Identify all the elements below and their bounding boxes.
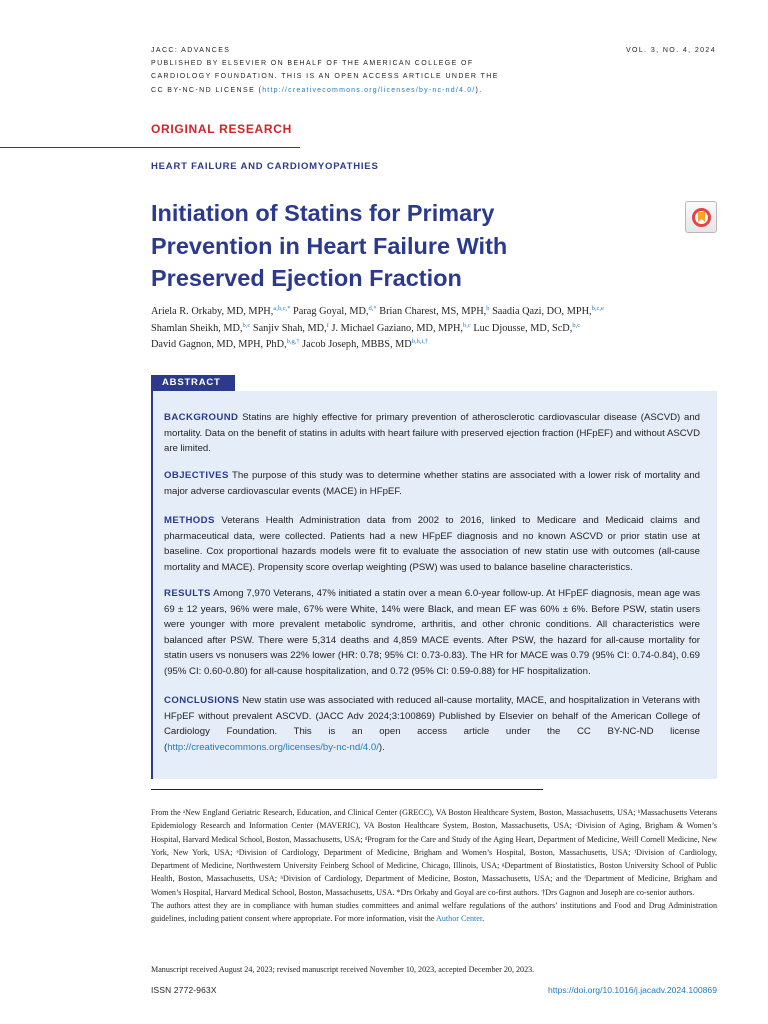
author-affil[interactable]: b,c bbox=[242, 321, 251, 329]
author-affil[interactable]: b,c bbox=[572, 321, 581, 329]
abstract-label: ABSTRACT bbox=[151, 375, 235, 391]
conclusions-license-link[interactable]: http://creativecommons.org/licenses/by-nc-nd/4.0/ bbox=[167, 741, 379, 753]
author-name: J. Michael Gaziano, MD, MPH, bbox=[331, 322, 463, 334]
affiliations-text: From the ᵃNew England Geriatric Research, Education, and Clinical Center (GRECC), VA Boston Healthcare System, Boston, Massachusetts, USA; ᵇMassachusetts Veterans Epidemiology Research and Information Center (MAVERIC), VA Boston Healthcare System, Boston, Massachusetts, USA; ᶜDivision of Aging, Brigham & Women’s Hospital, Harvard Medical School, Boston, Massachusetts, USA; ᵈProgram for the Care and Study of the Aging Heart, Department of Medicine, Weill Cornell Medicine, New York, New York, USA; ᵉDivision of Cardiology, Department of Medicine, Brigham and Women’s Hospital, Boston, Massachusetts, USA; ᶠDivision of Cardiology, Department of Medicine, Northwestern University Feinberg School of Medicine, Chicago, Illinois, USA; ᵍDepartment of Biostatistics, Boston University School of Public Health, Boston, Massachusetts, USA; ʰDivision of Cardiology, Department of Medicine, Boston, Massachusetts, USA; and the ⁱDepartment of Medicine, Brigham and Women’s Hospital, Harvard Medical School, Boston, Massachusetts, USA. *Drs Orkaby and Goyal are co-first authors. †Drs Gagnon and Joseph are co-senior authors. bbox=[151, 808, 717, 897]
compliance-text: The authors attest they are in compliance with human studies committees and animal welfare regulations of the authors’ institutions and Food and Drug Administration guidelines, including patient consent where appropriate. For more information, visit the bbox=[151, 901, 717, 924]
abstract-background bbox=[164, 410, 700, 457]
license-line bbox=[151, 84, 511, 97]
methods-heading: METHODS bbox=[164, 515, 215, 526]
author-name: David Gagnon, MD, MPH, PhD, bbox=[151, 339, 287, 350]
author bbox=[302, 339, 428, 350]
author-center-link[interactable]: Author Center bbox=[436, 914, 483, 924]
author-name: Brian Charest, MS, MPH, bbox=[379, 306, 487, 317]
article-title: Initiation of Statins for Primary Prevention in Heart Failure With Preserved Ejection Fraction bbox=[151, 200, 508, 291]
abstract-objectives bbox=[164, 468, 700, 499]
check-for-updates-icon[interactable] bbox=[685, 201, 717, 233]
author bbox=[151, 306, 290, 317]
author-affil[interactable]: d,* bbox=[368, 305, 377, 312]
author bbox=[151, 323, 250, 334]
author-affil[interactable]: f bbox=[326, 321, 329, 329]
abstract-conclusions bbox=[164, 693, 700, 755]
author-name: Ariela R. Orkaby, MD, MPH, bbox=[151, 306, 274, 317]
author-affil[interactable]: a,b,c,* bbox=[273, 305, 291, 312]
author-name: Saadia Qazi, DO, MPH, bbox=[492, 306, 592, 317]
license-link[interactable]: http://creativecommons.org/licenses/by-nc-nd/4.0/ bbox=[262, 86, 476, 94]
conclusions-text: New statin use was associated with reduced all-cause mortality, MACE, and hospitalization in Veterans with HFpEF without prevalent ASCVD. (JACC Adv 2024;3:100869) Published by Elsevier on behalf of the American College of Cardiology Foundation. This is an open access article under the CC BY-NC-ND license ( bbox=[164, 695, 700, 753]
objectives-heading: OBJECTIVES bbox=[164, 470, 229, 481]
author-affil[interactable]: b,c,e bbox=[591, 305, 604, 312]
author-affil[interactable]: b,h,i,† bbox=[411, 338, 429, 345]
footnote-rule bbox=[151, 789, 543, 790]
author-affil[interactable]: b,g,† bbox=[286, 338, 300, 345]
objectives-text: The purpose of this study was to determine whether statins are associated with a lower risk of mortality and major adverse cardiovascular events (MACE) in HFpEF. bbox=[164, 470, 700, 497]
background-text: Statins are highly effective for primary prevention of atherosclerotic cardiovascular disease (ASCVD) and mortality. Data on the benefit of statins in adults with heart failure with preserved ejection fraction (HFpEF) and without ASCVD are limited. bbox=[164, 412, 700, 454]
article-type-rule bbox=[0, 147, 300, 148]
abstract-box bbox=[151, 391, 717, 779]
section-heading: HEART FAILURE AND CARDIOMYOPATHIES bbox=[151, 161, 379, 172]
license-prefix: CC BY-NC-ND LICENSE ( bbox=[151, 86, 263, 94]
author-affil[interactable]: b bbox=[486, 305, 490, 312]
background-heading: BACKGROUND bbox=[164, 412, 239, 423]
methods-text: Veterans Health Administration data from 2002 to 2016, linked to Medicare and Medicaid claims and pharmaceutical data, were collected. Patients had a new HFpEF diagnosis and no known ASCVD or prior statin use at baseline. Cox proportional hazards models were fit to evaluate the association of new statin use with outcomes (all-cause mortality and MACE). Propensity score overlap weighting (PSW) was used to balance baseline characteristics. bbox=[164, 515, 701, 573]
compliance-end: . bbox=[482, 914, 485, 924]
article-type: ORIGINAL RESEARCH bbox=[151, 122, 293, 136]
author bbox=[331, 323, 470, 334]
author-name: Jacob Joseph, MBBS, MD bbox=[302, 339, 412, 350]
author-list bbox=[151, 304, 721, 354]
journal-name: JACC: ADVANCES bbox=[151, 47, 231, 54]
volume-info: VOL. 3, NO. 4, 2024 bbox=[625, 47, 716, 54]
publisher-line-2: CARDIOLOGY FOUNDATION. THIS IS AN OPEN ACCESS ARTICLE UNDER THE bbox=[151, 73, 499, 81]
issn: ISSN 2772-963X bbox=[151, 985, 217, 995]
author bbox=[379, 306, 489, 317]
author-affil[interactable]: b,c bbox=[463, 321, 471, 329]
doi-link[interactable]: https://doi.org/10.1016/j.jacadv.2024.100869 bbox=[548, 985, 717, 995]
author-name: Shamlan Sheikh, MD, bbox=[151, 322, 243, 334]
affiliations bbox=[151, 806, 717, 926]
author bbox=[492, 306, 604, 317]
abstract-methods bbox=[164, 513, 700, 575]
compliance-statement bbox=[151, 899, 717, 926]
author-name: Parag Goyal, MD, bbox=[293, 306, 369, 317]
author bbox=[293, 306, 377, 317]
author-name: Sanjiv Shah, MD, bbox=[252, 322, 327, 334]
abstract-results bbox=[164, 586, 700, 679]
publisher-line-1: PUBLISHED BY ELSEVIER ON BEHALF OF THE AMERICAN COLLEGE OF bbox=[151, 60, 474, 68]
conclusions-end: ). bbox=[378, 741, 385, 753]
author bbox=[151, 339, 300, 350]
author bbox=[473, 323, 580, 334]
author-name: Luc Djousse, MD, ScD, bbox=[473, 322, 573, 334]
license-suffix: ). bbox=[475, 86, 483, 94]
manuscript-dates: Manuscript received August 24, 2023; revised manuscript received November 10, 2023, accepted December 20, 2023. bbox=[151, 965, 535, 974]
results-heading: RESULTS bbox=[164, 588, 211, 599]
conclusions-heading: CONCLUSIONS bbox=[164, 695, 240, 706]
journal-header bbox=[151, 44, 511, 97]
author bbox=[253, 323, 329, 334]
results-text: Among 7,970 Veterans, 47% initiated a statin over a mean 6.0-year follow-up. At HFpEF diagnosis, mean age was 69 ± 12 years, 96% were male, 67% were White, 14% were Black, and mean EF was 60% ± 6%. Before PSW, statin users were younger with more prevalent metabolic syndrome, arthritis, and other chronic conditions. All characteristics were balanced after PSW. There were 5,314 deaths and 4,859 MACE events. After PSW, the hazard for all-cause mortality for statin users vs nonusers was 22% lower (HR: 0.78; 95% CI: 0.73-0.83). The HR for MACE was 0.79 (95% CI: 0.74-0.84), 0.69 (95% CI: 0.60-0.80) for all-cause hospitalization, and 0.72 (95% CI: 0.59-0.88) for HF hospitalization. bbox=[164, 588, 700, 677]
